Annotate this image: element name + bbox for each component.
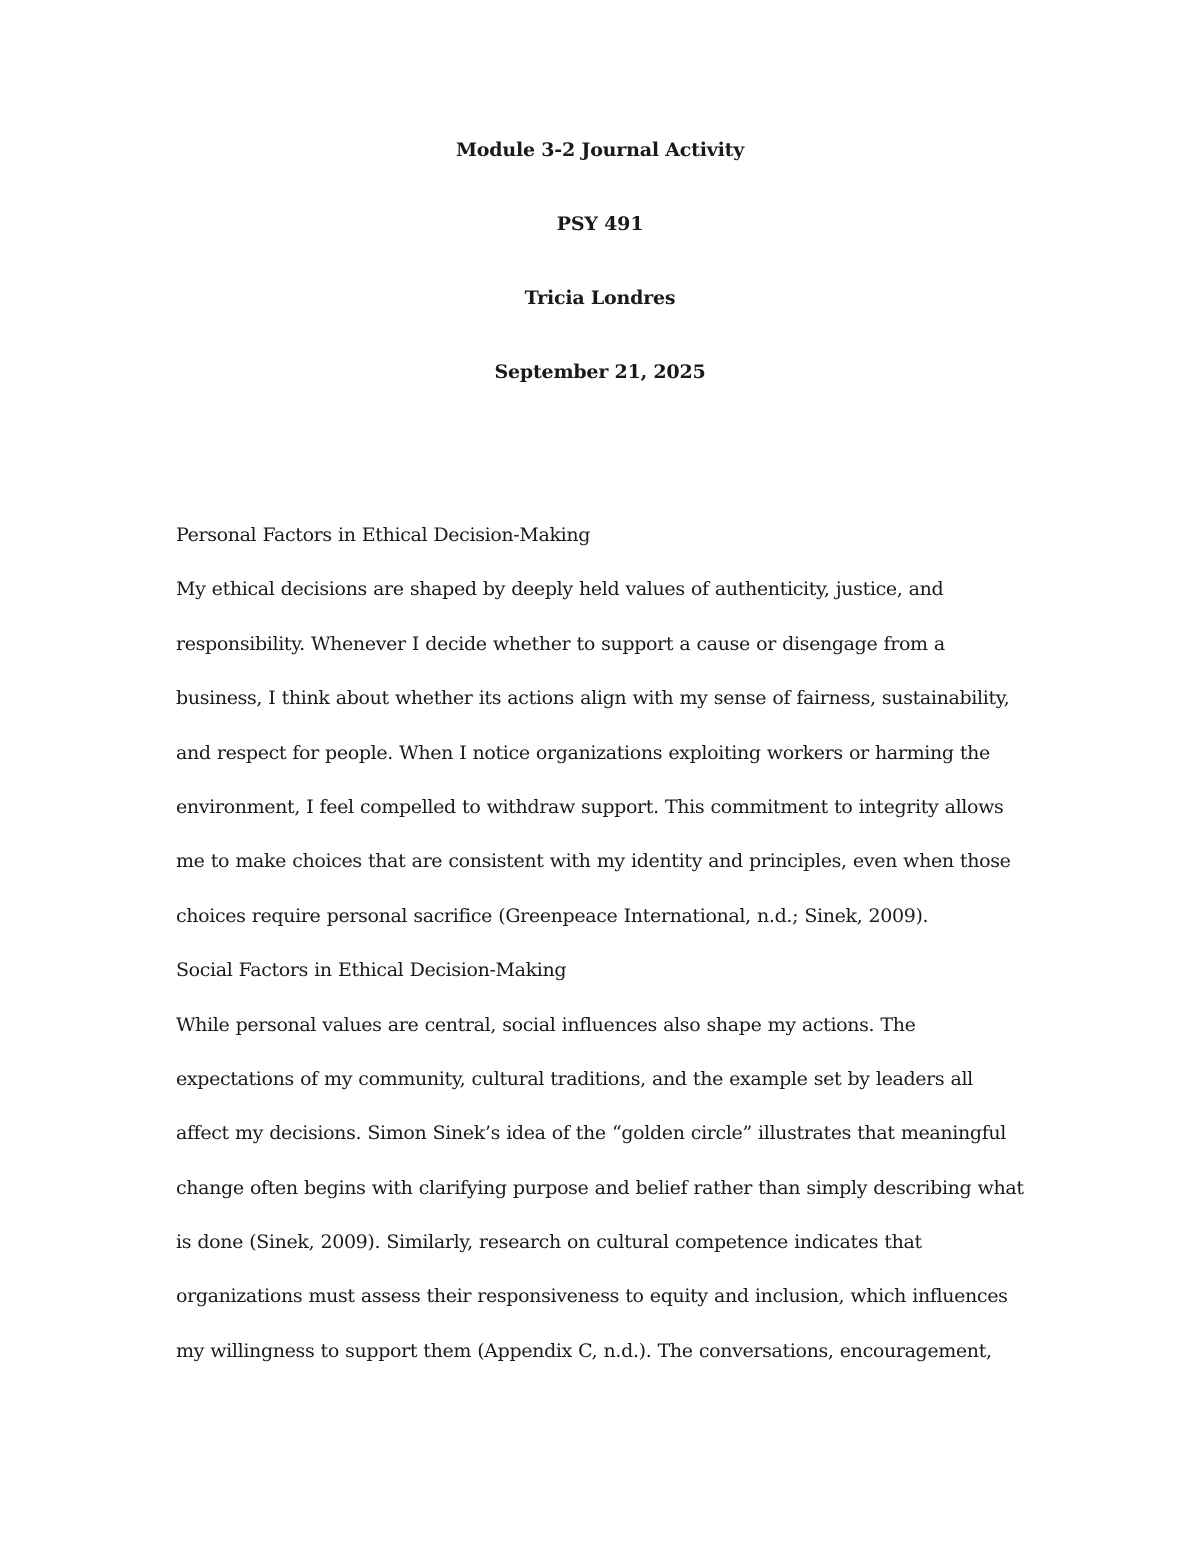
- paragraph-line: change often begins with clarifying purpose and belief rather than simply describing what: [176, 1176, 1024, 1199]
- author-name: Tricia Londres: [524, 287, 676, 309]
- paragraph-personal: [176, 562, 1036, 943]
- paragraph-line: and respect for people. When I notice organizations exploiting workers or harming the: [176, 741, 990, 764]
- title-block: [0, 138, 1200, 434]
- paragraph-line: business, I think about whether its actions align with my sense of fairness, sustainability,: [176, 687, 1010, 710]
- course-code: PSY 491: [556, 213, 644, 235]
- paragraph-line: affect my decisions. Simon Sinek’s idea of the “golden circle” illustrates that meaningful: [176, 1122, 1007, 1145]
- paragraph-line: my willingness to support them (Appendix C, n.d.). The conversations, encouragement,: [176, 1339, 992, 1362]
- document-date: September 21, 2025: [494, 361, 706, 383]
- paragraph-line: is done (Sinek, 2009). Similarly, research on cultural competence indicates that: [176, 1231, 922, 1254]
- document-title: Module 3-2 Journal Activity: [455, 139, 745, 161]
- section-heading-personal: Personal Factors in Ethical Decision-Making: [176, 524, 591, 546]
- paragraph-line: organizations must assess their responsiveness to equity and inclusion, which influences: [176, 1285, 1008, 1308]
- paragraph-line: me to make choices that are consistent with my identity and principles, even when those: [176, 850, 1011, 873]
- document-body: [176, 508, 1036, 1378]
- paragraph-line: responsibility. Whenever I decide whether to support a cause or disengage from a: [176, 632, 945, 655]
- paragraph-line: choices require personal sacrifice (Greenpeace International, n.d.; Sinek, 2009).: [176, 904, 929, 927]
- paragraph-line: While personal values are central, social influences also shape my actions. The: [176, 1013, 916, 1036]
- paragraph-line: expectations of my community, cultural traditions, and the example set by leaders all: [176, 1067, 973, 1090]
- section-heading-social: Social Factors in Ethical Decision-Making: [176, 959, 567, 982]
- paragraph-social: [176, 998, 1036, 1379]
- paragraph-line: My ethical decisions are shaped by deeply held values of authenticity, justice, and: [176, 578, 944, 601]
- paragraph-line: environment, I feel compelled to withdraw support. This commitment to integrity allows: [176, 795, 1004, 818]
